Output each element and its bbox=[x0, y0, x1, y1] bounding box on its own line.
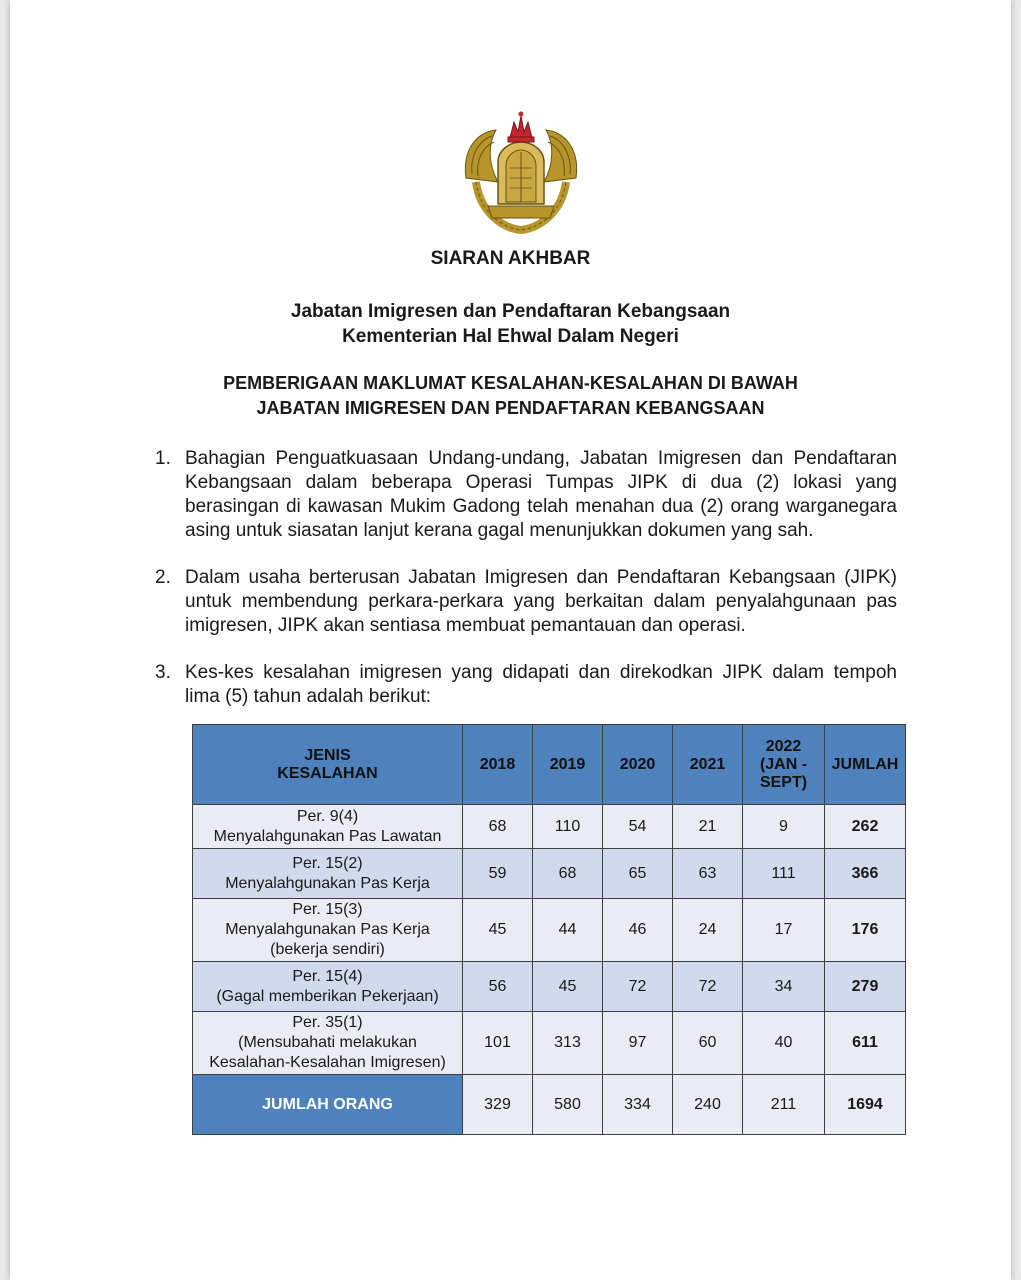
department-heading bbox=[10, 299, 1011, 349]
value-cell: 54 bbox=[603, 805, 673, 849]
value-cell: 68 bbox=[463, 805, 533, 849]
offence-desc: (Gagal memberikan Pekerjaan) bbox=[216, 987, 439, 1005]
header-text: 2022 bbox=[765, 737, 802, 755]
offence-desc: Menyalahgunakan Pas Kerja bbox=[225, 874, 430, 892]
col-header-jumlah: JUMLAH bbox=[825, 725, 906, 805]
document-page bbox=[10, 0, 1011, 1280]
value-cell: 21 bbox=[673, 805, 743, 849]
value-cell: 313 bbox=[533, 1012, 603, 1075]
total-cell: 366 bbox=[825, 849, 906, 899]
offence-cell bbox=[193, 899, 463, 962]
paragraph-text: Kes-kes kesalahan imigresen yang didapati dan direkodkan JIPK dalam tempoh lima (5) tahun adalah berikut: bbox=[185, 662, 897, 707]
col-header-2018: 2018 bbox=[463, 725, 533, 805]
value-cell: 40 bbox=[743, 1012, 825, 1075]
col-header-jenis bbox=[193, 725, 463, 805]
title-line-1: PEMBERIGAAN MAKLUMAT KESALAHAN-KESALAHAN DI BAWAH bbox=[223, 373, 798, 393]
value-cell: 17 bbox=[743, 899, 825, 962]
offence-code: Per. 15(3) bbox=[292, 901, 363, 918]
table-row bbox=[193, 805, 906, 849]
value-cell: 211 bbox=[743, 1075, 825, 1135]
offence-cell bbox=[193, 805, 463, 849]
offence-code: Per. 35(1) bbox=[292, 1014, 363, 1031]
value-cell: 44 bbox=[533, 899, 603, 962]
offence-desc: Menyalahgunakan Pas Kerja bbox=[225, 921, 430, 938]
value-cell: 34 bbox=[743, 962, 825, 1012]
paragraph-2 bbox=[155, 566, 897, 638]
offence-cell bbox=[193, 1012, 463, 1075]
offence-desc: Kesalahan-Kesalahan Imigresen) bbox=[209, 1054, 446, 1071]
value-cell: 72 bbox=[673, 962, 743, 1012]
paragraph-text: Bahagian Penguatkuasaan Undang-undang, Jabatan Imigresen dan Pendaftaran Kebangsaan dalam beberapa Operasi Tumpas JIPK di dua (2) lokasi yang berasingan di kawasan Mukim Gadong telah menahan dua (2) orang warganegara asing untuk siasatan lanjut kerana gagal menunjukkan dokumen yang sah. bbox=[185, 448, 897, 541]
value-cell: 46 bbox=[603, 899, 673, 962]
value-cell: 101 bbox=[463, 1012, 533, 1075]
brunei-immigration-crest-icon bbox=[458, 108, 584, 238]
offences-table bbox=[192, 724, 906, 1135]
press-release-label: SIARAN AKHBAR bbox=[430, 248, 591, 269]
value-cell: 45 bbox=[463, 899, 533, 962]
offence-code: Per. 9(4) bbox=[296, 807, 359, 825]
paragraph-text: Dalam usaha berterusan Jabatan Imigresen dan Pendaftaran Kebangsaan (JIPK) untuk membendung perkara-perkara yang berkaitan dalam penyalahgunaan pas imigresen, JIPK akan sentiasa membuat pemantauan dan operasi. bbox=[185, 567, 897, 636]
value-cell: 334 bbox=[603, 1075, 673, 1135]
offence-cell bbox=[193, 849, 463, 899]
document-title bbox=[10, 371, 1011, 421]
value-cell: 111 bbox=[743, 849, 825, 899]
paragraph-3 bbox=[155, 661, 897, 709]
header-text: (JAN - bbox=[759, 755, 808, 773]
paragraph-number: 1. bbox=[155, 448, 171, 469]
col-header-2019: 2019 bbox=[533, 725, 603, 805]
ministry-name: Kementerian Hal Ehwal Dalam Negeri bbox=[342, 326, 679, 347]
paragraph-1 bbox=[155, 447, 897, 543]
col-header-2021: 2021 bbox=[673, 725, 743, 805]
offence-desc: Menyalahgunakan Pas Lawatan bbox=[213, 827, 442, 845]
table-footer-row bbox=[193, 1075, 906, 1135]
offence-desc: (bekerja sendiri) bbox=[270, 941, 385, 958]
value-cell: 110 bbox=[533, 805, 603, 849]
value-cell: 56 bbox=[463, 962, 533, 1012]
value-cell: 63 bbox=[673, 849, 743, 899]
table-row bbox=[193, 962, 906, 1012]
header-text: KESALAHAN bbox=[277, 764, 378, 782]
total-cell: 279 bbox=[825, 962, 906, 1012]
value-cell: 59 bbox=[463, 849, 533, 899]
value-cell: 72 bbox=[603, 962, 673, 1012]
value-cell: 9 bbox=[743, 805, 825, 849]
col-header-2022 bbox=[743, 725, 825, 805]
value-cell: 580 bbox=[533, 1075, 603, 1135]
total-cell: 262 bbox=[825, 805, 906, 849]
offence-code: Per. 15(2) bbox=[292, 854, 363, 872]
table-row bbox=[193, 849, 906, 899]
table-row bbox=[193, 899, 906, 962]
title-line-2: JABATAN IMIGRESEN DAN PENDAFTARAN KEBANGSAAN bbox=[256, 398, 765, 418]
footer-label: JUMLAH ORANG bbox=[193, 1075, 463, 1135]
value-cell: 329 bbox=[463, 1075, 533, 1135]
paragraph-number: 2. bbox=[155, 567, 171, 588]
value-cell: 68 bbox=[533, 849, 603, 899]
offence-code: Per. 15(4) bbox=[292, 967, 363, 985]
header-text: JENIS bbox=[304, 746, 351, 764]
value-cell: 60 bbox=[673, 1012, 743, 1075]
total-cell: 611 bbox=[825, 1012, 906, 1075]
value-cell: 24 bbox=[673, 899, 743, 962]
paragraph-number: 3. bbox=[155, 662, 171, 683]
value-cell: 65 bbox=[603, 849, 673, 899]
total-cell: 176 bbox=[825, 899, 906, 962]
offence-cell bbox=[193, 962, 463, 1012]
department-name: Jabatan Imigresen dan Pendaftaran Kebangsaan bbox=[290, 301, 731, 322]
offence-desc: (Mensubahati melakukan bbox=[238, 1034, 417, 1051]
col-header-2020: 2020 bbox=[603, 725, 673, 805]
grand-total-cell: 1694 bbox=[825, 1075, 906, 1135]
table-header-row bbox=[193, 725, 906, 805]
table-row bbox=[193, 1012, 906, 1075]
value-cell: 45 bbox=[533, 962, 603, 1012]
header-text: SEPT) bbox=[759, 773, 808, 791]
value-cell: 240 bbox=[673, 1075, 743, 1135]
value-cell: 97 bbox=[603, 1012, 673, 1075]
